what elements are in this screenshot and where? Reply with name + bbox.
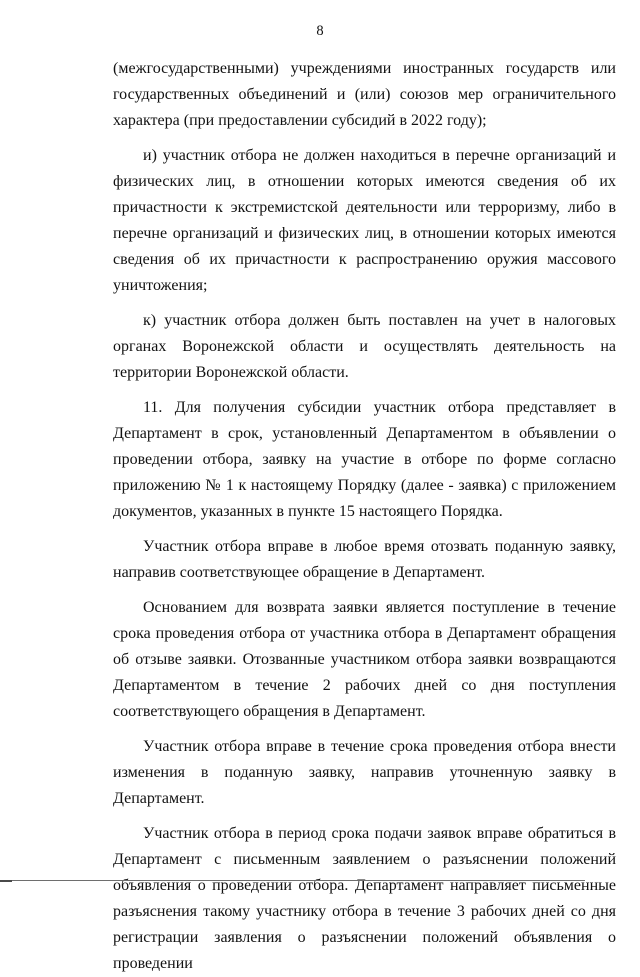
- paragraph-continuation: (межгосударственными) учреждениями иностранных государств или государственных объединений и (или) союзов мер ограничительного характера (при предоставлении субсидий в 2022 году);: [113, 60, 616, 129]
- document-body: [113, 56, 616, 977]
- paragraph-item-i: и) участник отбора не должен находиться в перечне организаций и физических лиц, в отношении которых имеются сведения об их причастности к экстремистской деятельности или терроризму, либо в перечне организаций и физических лиц, в отношении которых имеются сведения об их причастности к распространению оружия массового уничтожения;: [113, 147, 616, 294]
- bottom-rule-line: [0, 880, 585, 881]
- paragraph-clause-11: 11. Для получения субсидии участник отбора представляет в Департамент в срок, установленный Департаментом в объявлении о проведении отбора, заявку на участие в отборе по форме согласно приложению № 1 к настоящему Порядку (далее - заявка) с приложением документов, указанных в пункте 15 настоящего Порядка.: [113, 399, 616, 520]
- paragraph-withdraw-application: Участник отбора вправе в любое время отозвать поданную заявку, направив соответствующее обращение в Департамент.: [113, 538, 616, 581]
- paragraph-return-grounds: Основанием для возврата заявки является поступление в течение срока проведения отбора от участника отбора в Департамент обращения об отзыве заявки. Отозванные участником отбора заявки возвращаются Департаментом в течение 2 рабочих дней со дня поступления соответствующего обращения в Департамент.: [113, 599, 616, 720]
- paragraph-amend-application: Участник отбора вправе в течение срока проведения отбора внести изменения в поданную заявку, направив уточненную заявку в Департамент.: [113, 738, 616, 807]
- bottom-rule-mark: [0, 880, 12, 882]
- paragraph-clarification-request: Участник отбора в период срока подачи заявок вправе обратиться в Департамент с письменным заявлением о разъяснении положений объявления о проведении отбора. Департамент направляет письменные разъяснения такому участнику отбора в течение 3 рабочих дней со дня регистрации заявления о разъяснении положений объявления о проведении: [113, 825, 616, 972]
- paragraph-item-k: к) участник отбора должен быть поставлен на учет в налоговых органах Воронежской области и осуществлять деятельность на территории Воронежской области.: [113, 312, 616, 381]
- page-number: 8: [316, 23, 324, 39]
